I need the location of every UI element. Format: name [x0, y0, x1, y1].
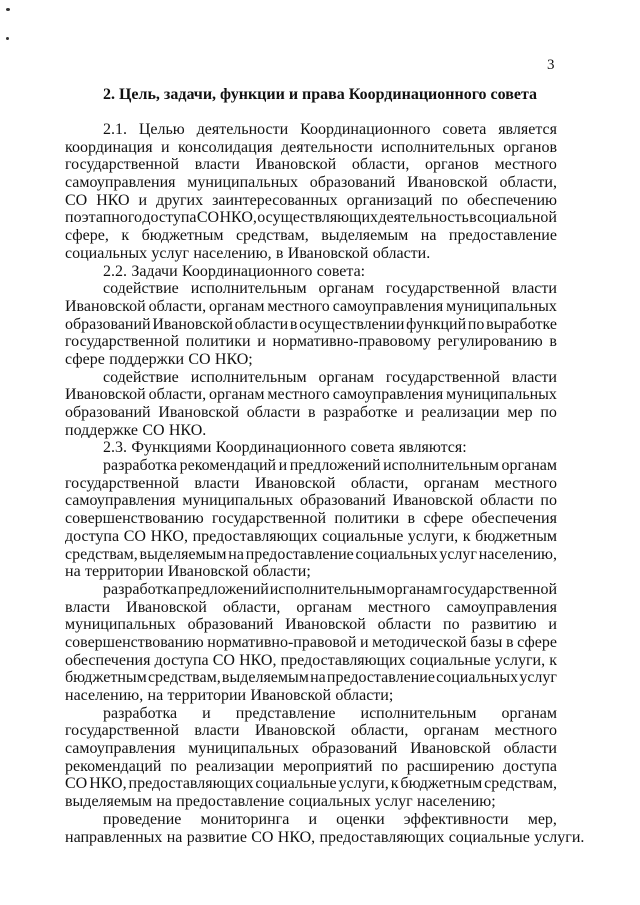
- word: Координационного: [300, 121, 431, 138]
- word: исполнительным: [190, 368, 307, 386]
- word: Координационного: [181, 262, 313, 280]
- word: СО: [196, 209, 220, 227]
- word: самоуправления: [65, 174, 176, 192]
- word: услуги,: [407, 527, 459, 545]
- section-heading: 2. Цель, задачи, функции и права Координационного совета: [102, 86, 538, 103]
- word: услуги,: [494, 651, 546, 669]
- text-line: [65, 652, 557, 670]
- word: эффективности: [403, 810, 509, 828]
- word: по: [381, 757, 398, 775]
- word: являются:: [398, 439, 467, 457]
- word: по: [170, 757, 187, 775]
- text-line: [65, 828, 585, 847]
- word: СО: [212, 651, 235, 669]
- word: Ивановской: [126, 598, 207, 616]
- word: НКО.: [168, 421, 207, 439]
- word: на: [166, 828, 183, 846]
- word: НКО: [96, 191, 130, 209]
- word: НКО;: [214, 350, 253, 368]
- word: совершенствованию: [65, 633, 204, 651]
- word: власти: [194, 474, 240, 492]
- word: оценки: [336, 810, 385, 828]
- word: доступа: [142, 209, 197, 227]
- word: базы: [470, 633, 503, 651]
- word: других: [156, 191, 204, 209]
- word: НКО,: [239, 651, 277, 669]
- word: рекомендаций: [179, 457, 277, 475]
- word: области: [377, 616, 432, 634]
- word: предложений: [289, 457, 381, 475]
- word: содействие: [103, 280, 179, 298]
- word: по: [467, 315, 485, 333]
- word: содействие: [103, 368, 179, 386]
- word: 2.3.: [103, 439, 127, 457]
- word: социальной: [477, 209, 557, 227]
- word: области: [503, 740, 557, 758]
- text-line: [65, 616, 557, 634]
- word: местного: [494, 722, 557, 740]
- word: политики: [185, 333, 251, 351]
- word: социальных: [355, 545, 438, 563]
- word: НКО,: [150, 527, 188, 545]
- word: в: [505, 633, 514, 651]
- word: Целью: [138, 121, 185, 138]
- word: самоуправления: [332, 297, 444, 315]
- document-body: [65, 121, 585, 846]
- word: Ивановской: [255, 156, 337, 174]
- word: бюджетным: [65, 669, 147, 687]
- word: развитию: [471, 616, 537, 634]
- word: населению,: [65, 687, 144, 704]
- word: органам: [501, 704, 557, 722]
- word: нормативно-правовому: [272, 333, 431, 351]
- word: организаций: [346, 191, 433, 209]
- word: доступа: [154, 651, 209, 669]
- word: и: [405, 404, 414, 421]
- word: политики: [334, 510, 400, 528]
- word: исполнительным: [269, 580, 386, 598]
- word: СО: [65, 775, 88, 793]
- text-line: [65, 546, 557, 564]
- text-line: [65, 457, 557, 475]
- word: муниципальных: [446, 386, 557, 404]
- word: Ивановской: [250, 687, 332, 704]
- word: и: [202, 704, 211, 722]
- word: власти: [511, 280, 557, 298]
- word: социальные: [255, 775, 337, 793]
- text-line: [65, 599, 557, 617]
- word: муниципальных: [182, 492, 294, 510]
- text-line: [65, 634, 557, 652]
- word: местного: [494, 156, 557, 174]
- text-line: [65, 298, 557, 316]
- word: средствам,: [484, 775, 557, 793]
- word: НКО,: [89, 775, 127, 793]
- word: предоставление: [245, 545, 354, 563]
- word: территории: [84, 563, 164, 581]
- scan-speck: [6, 37, 9, 40]
- text-line: [65, 422, 557, 440]
- word: органам: [423, 474, 480, 492]
- word: СО: [188, 350, 211, 368]
- word: средствам,: [147, 669, 221, 687]
- word: органов: [503, 138, 557, 156]
- word: деятельности: [196, 121, 289, 138]
- text-line: [65, 333, 557, 351]
- word: разработка: [103, 457, 178, 475]
- word: Ивановской: [285, 616, 366, 634]
- word: государственной: [65, 333, 180, 351]
- word: муниципальных: [188, 740, 300, 758]
- word: Функциями: [131, 439, 212, 457]
- word: Ивановской: [287, 244, 369, 262]
- word: государственной: [442, 580, 557, 598]
- text-line: [65, 722, 557, 740]
- word: нормативно-правовой: [207, 633, 357, 651]
- word: деятельность: [378, 209, 469, 227]
- word: к: [549, 651, 557, 669]
- text-line: [65, 121, 557, 139]
- word: услуг: [519, 669, 557, 687]
- word: социальных: [288, 793, 371, 811]
- word: в: [407, 510, 416, 528]
- word: государственной: [65, 722, 180, 740]
- word: мониторинга: [200, 810, 290, 828]
- word: власти: [194, 156, 240, 174]
- word: поддержке: [65, 421, 139, 439]
- word: социальные: [322, 527, 404, 545]
- word: образований: [300, 492, 386, 510]
- text-line: [65, 386, 557, 404]
- word: органам: [208, 386, 265, 404]
- word: по: [540, 404, 557, 421]
- text-line: [65, 404, 557, 422]
- word: разработка: [103, 704, 178, 722]
- word: на: [147, 687, 164, 704]
- word: области.: [372, 244, 431, 262]
- word: Ивановской: [407, 174, 488, 192]
- text-line: [65, 263, 557, 281]
- word: Координационного: [215, 439, 347, 457]
- word: Ивановской: [392, 492, 474, 510]
- word: средствам,: [235, 227, 309, 245]
- text-line: [65, 192, 557, 210]
- word: разработка: [103, 580, 178, 598]
- word: и: [138, 191, 148, 209]
- word: обеспечения: [471, 510, 557, 528]
- word: области,: [351, 156, 410, 174]
- word: области,: [148, 297, 207, 315]
- word: по: [540, 492, 557, 510]
- word: области,: [350, 474, 409, 492]
- word: Задачи: [131, 262, 178, 280]
- word: совершенствованию: [65, 510, 204, 528]
- word: услуги.: [534, 828, 585, 846]
- word: выделяемым: [321, 227, 409, 245]
- word: выделяемым: [221, 669, 309, 687]
- text-line: [65, 758, 557, 776]
- word: области: [480, 492, 534, 510]
- word: поддержки: [109, 350, 185, 368]
- word: Ивановской: [254, 474, 336, 492]
- word: выделяемым: [139, 545, 227, 563]
- word: НКО,: [277, 828, 316, 846]
- word: социальных: [65, 244, 148, 262]
- word: СО: [251, 828, 274, 846]
- word: на: [65, 563, 81, 581]
- word: 2.1.: [103, 121, 127, 138]
- word: разработке: [323, 404, 398, 421]
- word: области,: [148, 386, 207, 404]
- word: на: [228, 545, 244, 563]
- word: предоставляющих: [192, 527, 318, 545]
- word: Ивановской: [410, 740, 491, 758]
- word: органам: [296, 598, 352, 616]
- word: самоуправления: [65, 740, 176, 758]
- word: реализации: [195, 757, 274, 775]
- word: услуги,: [338, 775, 389, 793]
- word: области;: [335, 687, 394, 704]
- word: совета: [442, 121, 487, 138]
- word: предоставляющих: [280, 651, 406, 669]
- word: Ивановской: [167, 563, 249, 581]
- word: государственной: [65, 474, 180, 492]
- word: населению,: [193, 244, 272, 262]
- word: мер: [507, 404, 533, 421]
- word: государственной: [385, 368, 500, 386]
- word: к: [121, 227, 130, 245]
- word: местного: [267, 386, 330, 404]
- word: исполнительных: [381, 138, 495, 156]
- word: области: [246, 404, 301, 421]
- word: предоставляющих: [319, 828, 445, 846]
- word: на: [310, 669, 326, 687]
- word: органам: [423, 722, 480, 740]
- word: обеспечения: [65, 651, 151, 669]
- text-line: [65, 705, 557, 723]
- word: услуг: [151, 244, 190, 262]
- word: предоставление: [176, 793, 285, 811]
- word: муниципальных: [65, 616, 176, 634]
- text-line: [65, 351, 557, 369]
- word: в: [469, 209, 477, 227]
- word: и: [161, 138, 170, 156]
- word: исполнительным: [360, 704, 477, 722]
- word: по: [443, 616, 460, 634]
- word: образований: [309, 174, 396, 192]
- word: предоставляющих: [128, 775, 254, 793]
- word: образований: [65, 404, 151, 421]
- word: населению,: [478, 545, 557, 563]
- text-line: [65, 581, 557, 599]
- text-line: [65, 209, 557, 227]
- word: направленных: [65, 828, 163, 846]
- word: совета: [350, 439, 395, 457]
- word: Ивановской: [254, 722, 336, 740]
- word: местного: [267, 297, 330, 315]
- word: в: [308, 404, 316, 421]
- word: мер,: [527, 810, 557, 828]
- word: образований: [311, 740, 398, 758]
- word: Ивановской: [152, 315, 233, 333]
- word: территории: [167, 687, 247, 704]
- word: методической: [372, 633, 467, 651]
- word: предоставление: [326, 669, 435, 687]
- text-line: [65, 740, 557, 758]
- text-line: [65, 669, 557, 687]
- text-line: [65, 156, 557, 174]
- word: деятельности: [281, 138, 373, 156]
- word: в: [275, 244, 284, 262]
- word: органам: [501, 457, 557, 475]
- word: развитие: [186, 828, 247, 846]
- word: муниципальных: [446, 297, 557, 315]
- word: является: [498, 121, 557, 138]
- text-line: [65, 775, 557, 793]
- scan-speck: [6, 8, 10, 11]
- word: совета:: [316, 262, 366, 280]
- word: к: [462, 527, 471, 545]
- word: органам: [318, 280, 374, 298]
- word: предоставление: [448, 227, 557, 245]
- word: органов: [425, 156, 479, 174]
- text-line: [65, 793, 557, 811]
- word: средствам,: [65, 545, 138, 563]
- word: поэтапного: [65, 209, 142, 227]
- word: образований: [187, 616, 274, 634]
- word: к: [390, 775, 399, 793]
- text-line: [65, 280, 557, 298]
- word: реализации: [421, 404, 500, 421]
- word: власти: [65, 598, 111, 616]
- word: координация: [65, 138, 153, 156]
- word: органам: [208, 297, 265, 315]
- word: доступа: [65, 527, 120, 545]
- word: выделяемым: [65, 793, 152, 811]
- word: 2.2.: [103, 262, 127, 280]
- word: НКО,: [219, 209, 257, 227]
- word: регулированию: [437, 333, 543, 351]
- word: населению;: [417, 793, 496, 811]
- page-number: 3: [547, 57, 555, 73]
- word: расширению: [406, 757, 495, 775]
- word: услуг: [439, 545, 477, 563]
- word: обеспечению: [466, 191, 557, 209]
- word: области,: [350, 722, 409, 740]
- word: заинтересованных: [212, 191, 338, 209]
- word: власти: [194, 722, 240, 740]
- text-line: [65, 563, 557, 581]
- word: Ивановской: [158, 404, 240, 421]
- text-line: [65, 139, 557, 157]
- word: муниципальных: [187, 174, 299, 192]
- word: Ивановской: [65, 386, 146, 404]
- word: на: [156, 793, 172, 811]
- word: и: [257, 333, 266, 351]
- word: социальные: [448, 828, 530, 846]
- word: бюджетным: [141, 227, 224, 245]
- word: власти: [511, 368, 557, 386]
- word: самоуправления: [446, 598, 557, 616]
- word: местного: [367, 598, 431, 616]
- word: бюджетным: [475, 527, 557, 545]
- word: консолидация: [177, 138, 273, 156]
- word: и: [548, 616, 557, 634]
- word: СО: [123, 527, 146, 545]
- word: мероприятий: [282, 757, 373, 775]
- word: СО: [65, 191, 88, 209]
- word: и: [308, 810, 317, 828]
- word: самоуправления: [332, 386, 444, 404]
- word: доступа: [502, 757, 557, 775]
- text-line: [65, 369, 557, 387]
- text-line: [65, 510, 557, 528]
- word: представление: [235, 704, 336, 722]
- text-line: [65, 811, 557, 829]
- word: сфере,: [65, 227, 109, 245]
- word: по: [441, 191, 458, 209]
- word: и: [359, 633, 369, 651]
- word: и: [278, 457, 288, 475]
- word: социальные: [409, 651, 491, 669]
- word: государственной: [65, 156, 180, 174]
- word: бюджетным: [400, 775, 483, 793]
- word: на: [420, 227, 437, 245]
- word: Ивановской: [65, 297, 146, 315]
- word: области,: [499, 174, 557, 192]
- word: исполнительным: [190, 280, 307, 298]
- word: самоуправления: [65, 492, 176, 510]
- word: сфере: [517, 633, 557, 651]
- word: области;: [252, 563, 311, 581]
- word: осуществлении: [299, 315, 405, 333]
- word: проведение: [103, 810, 182, 828]
- word: местного: [494, 474, 557, 492]
- word: осуществляющих: [257, 209, 379, 227]
- text-line: [65, 227, 557, 245]
- word: органам: [386, 580, 443, 598]
- word: функций: [406, 315, 467, 333]
- text-line: [65, 316, 557, 334]
- word: области: [234, 315, 289, 333]
- text-line: [65, 439, 557, 457]
- word: СО: [142, 421, 165, 439]
- text-line: [65, 528, 557, 546]
- word: услуг: [375, 793, 413, 811]
- word: государственной: [385, 280, 500, 298]
- text-line: [65, 174, 557, 192]
- text-line: [65, 245, 557, 263]
- word: области,: [222, 598, 281, 616]
- text-line: [65, 687, 557, 705]
- word: предложений: [178, 580, 269, 598]
- word: сфере: [65, 350, 105, 368]
- word: выработке: [486, 315, 557, 333]
- word: социальных: [436, 669, 519, 687]
- word: государственной: [212, 510, 327, 528]
- text-line: [65, 492, 557, 510]
- word: образований: [65, 315, 151, 333]
- word: сфере: [423, 510, 464, 528]
- text-line: [65, 475, 557, 493]
- word: рекомендаций: [65, 757, 162, 775]
- word: в: [289, 315, 298, 333]
- word: в: [549, 333, 557, 351]
- word: исполнительным: [383, 457, 499, 475]
- word: органам: [318, 368, 374, 386]
